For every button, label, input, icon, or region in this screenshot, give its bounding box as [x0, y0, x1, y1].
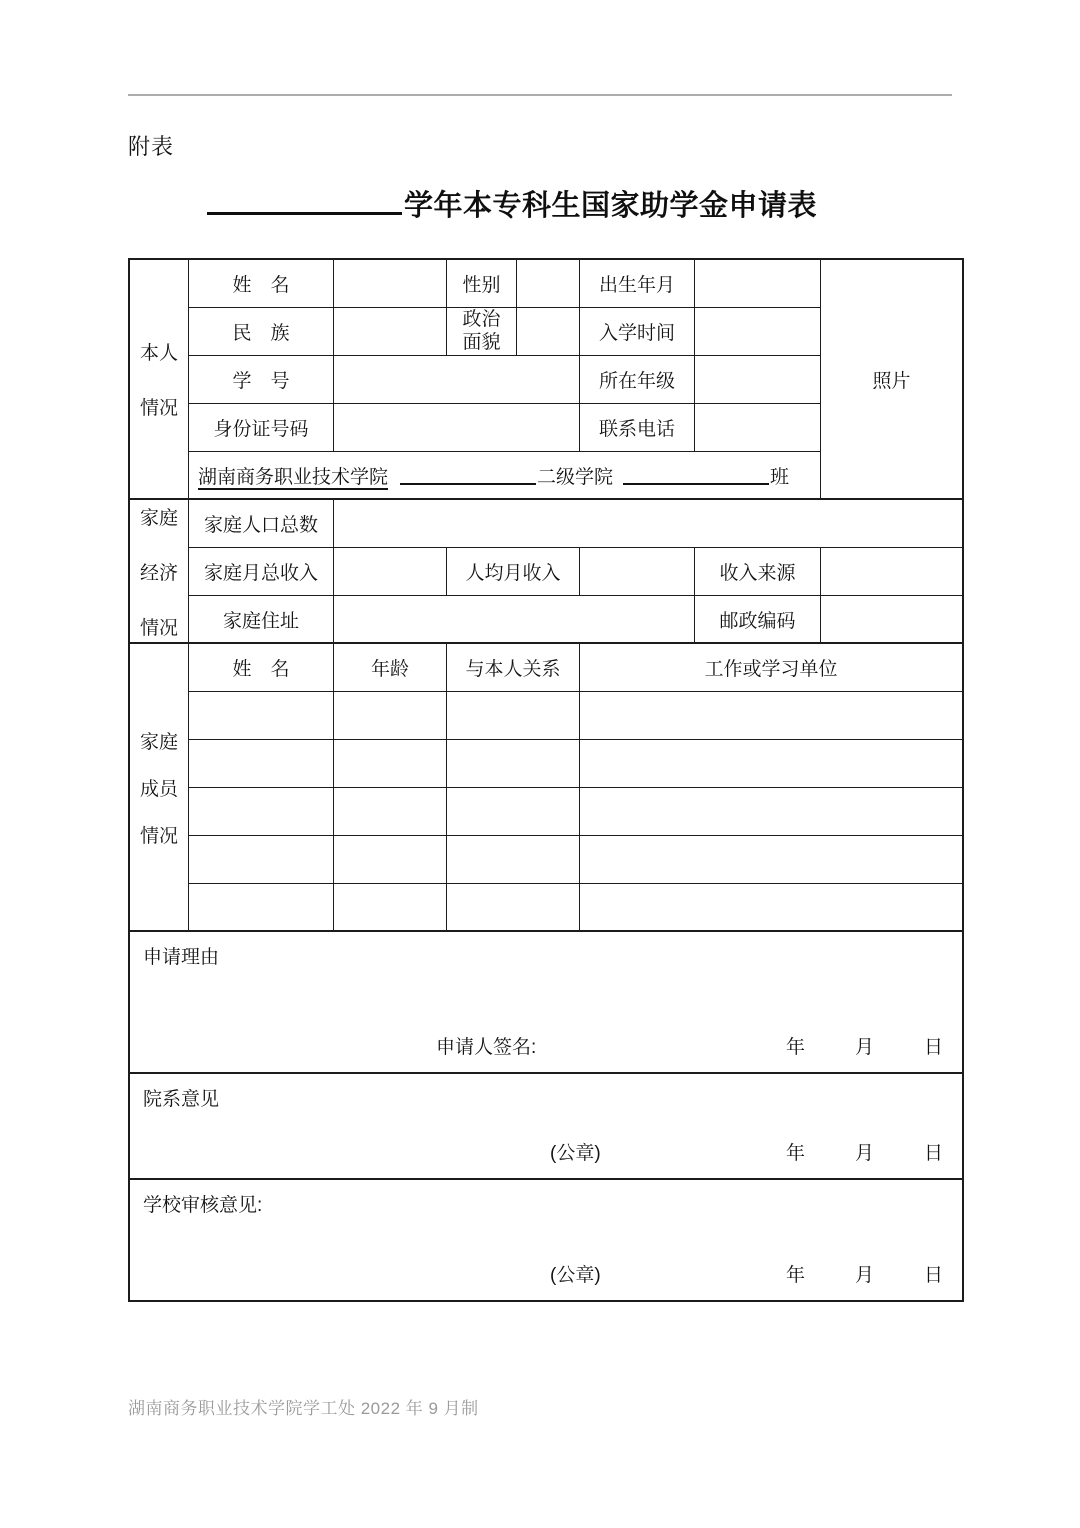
date-month-label: 月 [854, 1143, 874, 1164]
birth-date-value-cell[interactable] [695, 260, 821, 308]
student-id-value-cell[interactable] [334, 356, 580, 404]
department-seal-row [143, 1138, 948, 1165]
home-address-value-cell[interactable] [334, 596, 695, 644]
date-year-label: 年 [785, 1143, 805, 1164]
form-footer-note: 湖南商务职业技术学院学工处 2022 年 9 月制 [128, 1399, 479, 1418]
member-relation-cell[interactable] [447, 884, 580, 932]
school-date-fields [786, 1260, 948, 1287]
member-workplace-cell[interactable] [580, 740, 962, 788]
family-size-value-cell[interactable] [334, 500, 962, 548]
college-blank-line[interactable] [400, 465, 536, 485]
member-age-cell[interactable] [334, 884, 447, 932]
enrollment-time-label: 入学时间 [580, 308, 695, 356]
date-day-label: 日 [923, 1265, 943, 1286]
class-blank-line[interactable] [623, 465, 769, 485]
date-month-label: 月 [854, 1037, 874, 1058]
date-year-label: 年 [785, 1265, 805, 1286]
attachment-label: 附表 [128, 134, 175, 159]
name-label: 姓 名 [189, 260, 334, 308]
member-name-cell[interactable] [189, 836, 334, 884]
date-day-label: 日 [923, 1037, 943, 1058]
home-address-label: 家庭住址 [189, 596, 334, 644]
school-seal-row [143, 1260, 948, 1287]
applicant-signature-label: 申请人签名: [436, 1037, 537, 1058]
school-name: 湖南商务职业技术学院 [198, 466, 389, 488]
grade-value-cell[interactable] [695, 356, 821, 404]
department-date-fields [786, 1138, 948, 1165]
income-source-label: 收入来源 [695, 548, 821, 596]
application-reason-label: 申请理由 [143, 947, 220, 968]
official-seal-label: (公章) [550, 1265, 601, 1286]
student-id-label: 学 号 [189, 356, 334, 404]
monthly-income-label: 家庭月总收入 [189, 548, 334, 596]
id-number-label: 身份证号码 [189, 404, 334, 452]
postal-code-label: 邮政编码 [695, 596, 821, 644]
income-source-value-cell[interactable] [821, 548, 962, 596]
date-day-label: 日 [923, 1143, 943, 1164]
department-opinion-label: 院系意见 [143, 1089, 220, 1110]
school-review-label: 学校审核意见: [143, 1195, 263, 1216]
member-name-cell[interactable] [189, 788, 334, 836]
member-workplace-cell[interactable] [580, 836, 962, 884]
phone-label: 联系电话 [580, 404, 695, 452]
family-size-label: 家庭人口总数 [189, 500, 334, 548]
gender-value-cell[interactable] [517, 260, 580, 308]
member-name-cell[interactable] [189, 692, 334, 740]
gender-label: 性别 [447, 260, 517, 308]
family-economy-section-label: 家庭 经济 情况 [130, 500, 189, 644]
member-workplace-cell[interactable] [580, 884, 962, 932]
ethnicity-label: 民 族 [189, 308, 334, 356]
official-seal-label: (公章) [550, 1143, 601, 1164]
member-workplace-header: 工作或学习单位 [580, 644, 962, 692]
school-review-section[interactable] [130, 1180, 962, 1300]
member-workplace-cell[interactable] [580, 692, 962, 740]
per-capita-income-value-cell[interactable] [580, 548, 695, 596]
per-capita-income-label: 人均月收入 [447, 548, 580, 596]
member-age-cell[interactable] [334, 692, 447, 740]
school-class-line [189, 452, 821, 500]
member-relation-cell[interactable] [447, 836, 580, 884]
grade-label: 所在年级 [580, 356, 695, 404]
college-suffix-label: 二级学院 [537, 466, 614, 488]
form-title: 学年本专科生国家助学金申请表 [403, 190, 817, 222]
member-name-cell[interactable] [189, 884, 334, 932]
form-title-row [0, 183, 1052, 224]
member-age-cell[interactable] [334, 740, 447, 788]
photo-cell: 照片 [821, 260, 962, 500]
family-members-section-label: 家庭 成员 情况 [130, 644, 189, 932]
member-age-header: 年龄 [334, 644, 447, 692]
grant-application-table [128, 258, 964, 1302]
political-status-label: 政治 面貌 [447, 308, 517, 356]
id-number-value-cell[interactable] [334, 404, 580, 452]
birth-date-label: 出生年月 [580, 260, 695, 308]
name-value-cell[interactable] [334, 260, 447, 308]
member-name-cell[interactable] [189, 740, 334, 788]
member-workplace-cell[interactable] [580, 788, 962, 836]
date-month-label: 月 [854, 1265, 874, 1286]
class-suffix-label: 班 [770, 466, 790, 488]
political-status-value-cell[interactable] [517, 308, 580, 356]
member-relation-cell[interactable] [447, 692, 580, 740]
personal-section-label: 本人 情况 [130, 260, 189, 500]
phone-value-cell[interactable] [695, 404, 821, 452]
member-relation-cell[interactable] [447, 788, 580, 836]
enrollment-time-value-cell[interactable] [695, 308, 821, 356]
title-year-blank-line[interactable] [207, 185, 402, 215]
member-name-header: 姓 名 [189, 644, 334, 692]
application-signature-row [143, 1032, 948, 1059]
department-opinion-section[interactable] [130, 1074, 962, 1180]
application-date-fields [786, 1032, 948, 1059]
ethnicity-value-cell[interactable] [334, 308, 447, 356]
application-reason-section[interactable] [130, 932, 962, 1074]
page-top-divider [128, 94, 952, 96]
monthly-income-value-cell[interactable] [334, 548, 447, 596]
member-relation-cell[interactable] [447, 740, 580, 788]
member-age-cell[interactable] [334, 788, 447, 836]
member-age-cell[interactable] [334, 836, 447, 884]
member-relation-header: 与本人关系 [447, 644, 580, 692]
postal-code-value-cell[interactable] [821, 596, 962, 644]
date-year-label: 年 [785, 1037, 805, 1058]
